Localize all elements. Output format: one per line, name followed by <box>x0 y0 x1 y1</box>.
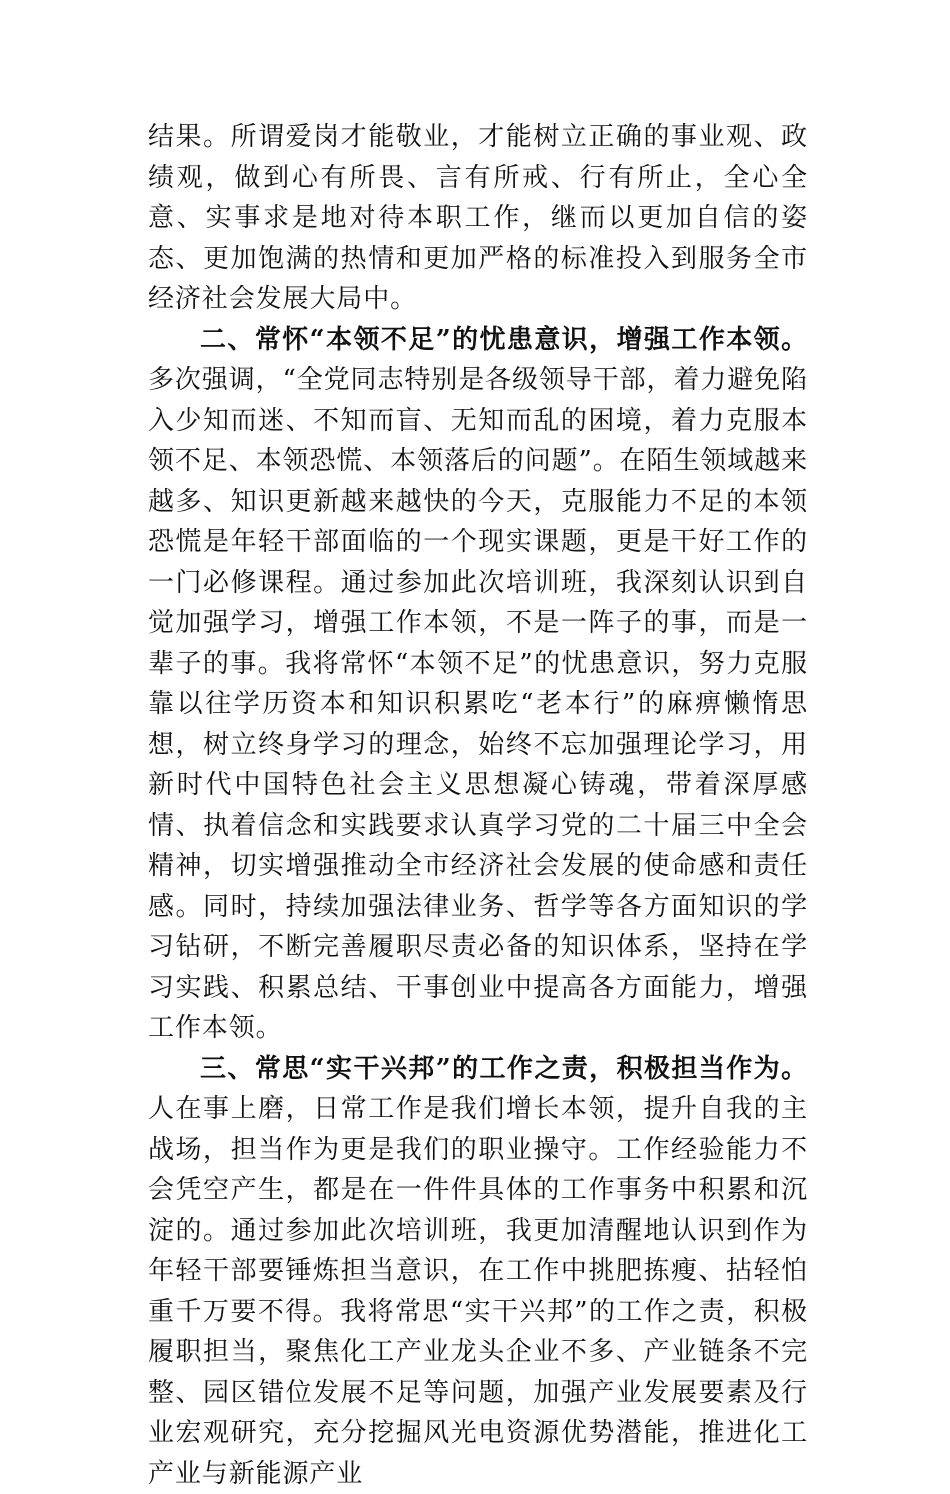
section-two-paragraph <box>148 320 808 1049</box>
section-three-heading: 三、常思“实干兴邦”的工作之责，积极担当作为。 <box>200 1054 808 1084</box>
section-two-text: 多次强调，“全党同志特别是各级领导干部，着力避免陷入少知而迷、不知而盲、无知而乱的困境，着力克服本领不足、本领恐慌、本领落后的问题”。在陌生领域越来越多、知识更新越来越快的今天，克服能力不足的本领恐慌是年轻干部面临的一个现实课题，更是干好工作的一门必修课程。通过参加此次培训班，我深刻认识到自觉加强学习，增强工作本领，不是一阵子的事，而是一辈子的事。我将常怀“本领不足”的忧患意识，努力克服靠以往学历资本和知识积累吃“老本行”的麻痹懒惰思想，树立终身学习的理念，始终不忘加强理论学习，用新时代中国特色社会主义思想凝心铸魂，带着深厚感情、执着信念和实践要求认真学习党的二十届三中全会精神，切实增强推动全市经济社会发展的使命感和责任感。同时，持续加强法律业务、哲学等各方面知识的学习钻研，不断完善履职尽责必备的知识体系，坚持在学习实践、积累总结、干事创业中提高各方面能力，增强工作本领。 <box>148 365 808 1043</box>
section-two-heading: 二、常怀“本领不足”的忧患意识，增强工作本领。 <box>200 325 808 355</box>
section-three-paragraph <box>148 1049 808 1494</box>
section-three-text: 人在事上磨，日常工作是我们增长本领，提升自我的主战场，担当作为更是我们的职业操守。工作经验能力不会凭空产生，都是在一件件具体的工作事务中积累和沉淀的。通过参加此次培训班，我更加清醒地认识到作为年轻干部要锤炼担当意识，在工作中挑肥拣瘦、拈轻怕重千万要不得。我将常思“实干兴邦”的工作之责，积极履职担当，聚焦化工产业龙头企业不多、产业链条不完整、园区错位发展不足等问题，加强产业发展要素及行业宏观研究，充分挖掘风光电资源优势潜能，推进化工产业与新能源产业 <box>148 1094 808 1489</box>
paragraph-continuation <box>148 117 808 320</box>
document-page <box>148 117 808 1494</box>
paragraph-text: 结果。所谓爱岗才能敬业，才能树立正确的事业观、政绩观，做到心有所畏、言有所戒、行有所止，全心全意、实事求是地对待本职工作，继而以更加自信的姿态、更加饱满的热情和更加严格的标准投入到服务全市经济社会发展大局中。 <box>148 122 808 314</box>
